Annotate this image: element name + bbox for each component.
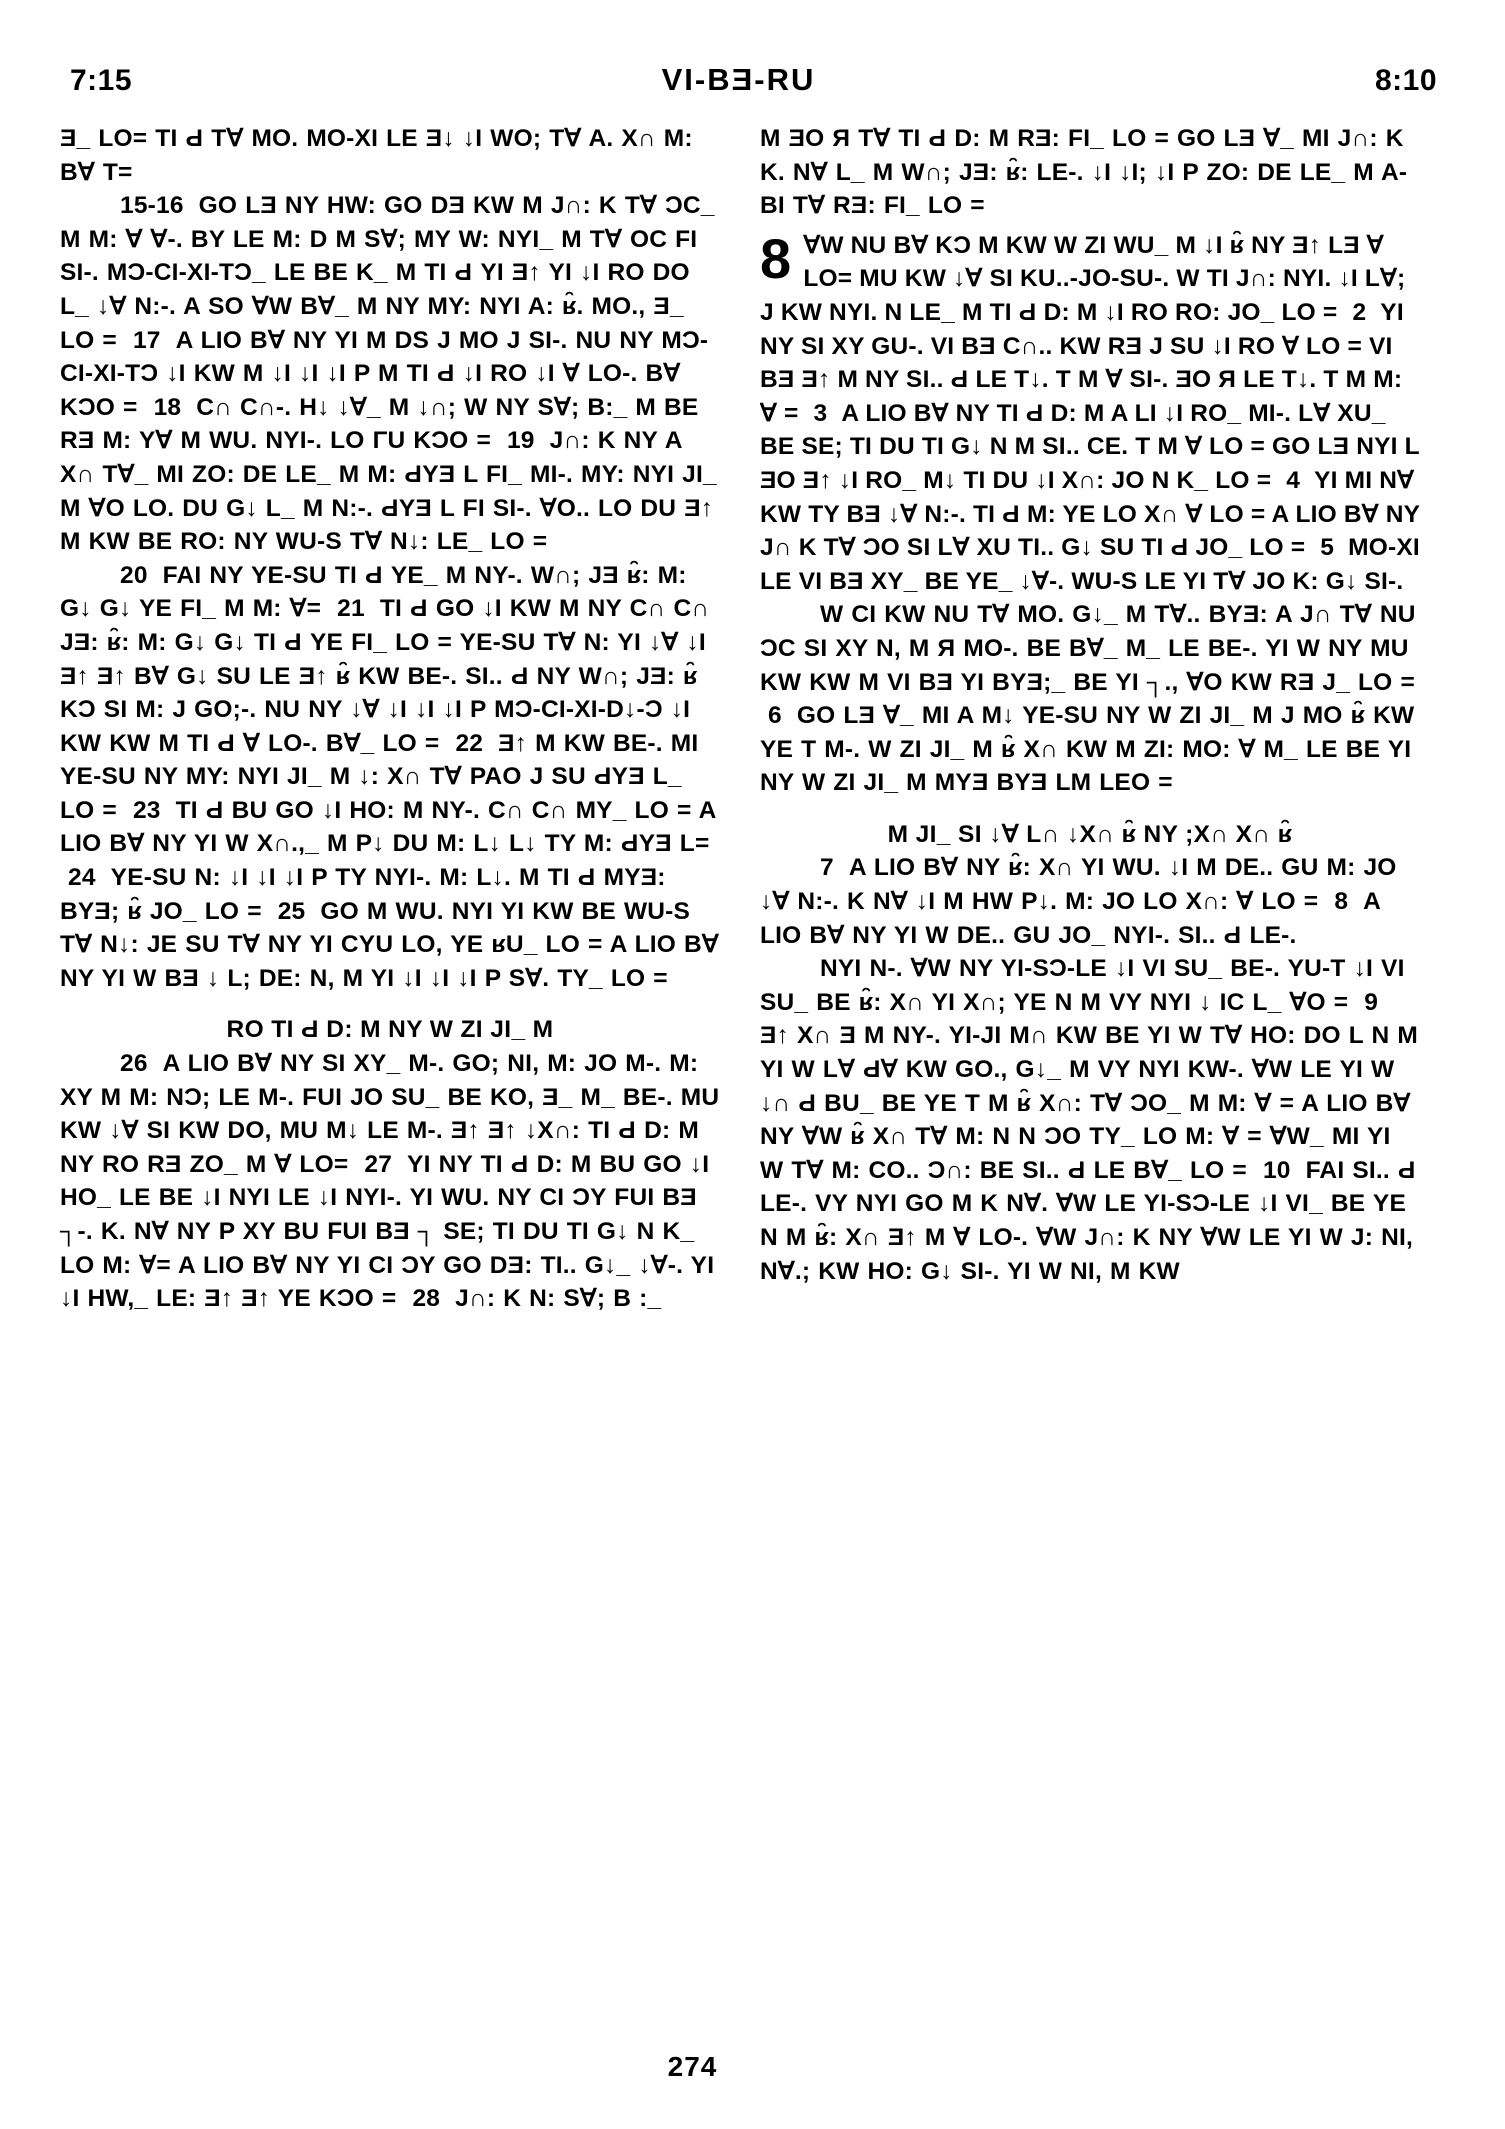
verse-number: 10 [1262, 1156, 1299, 1184]
verse-text: A LIO BⱯ NY TI Ԁ D: M A LI ↓I RO_ MI-. LⱯ XU_ BE SE; TI DU TI G↓ N M SI.. CE. T M Ɐ LO = GO LƎ NYI L ƎO Ǝ↑ ↓I RO_ M↓ TI DU ↓I X∩: JO N K_ LO = [760, 399, 1420, 494]
verse-text: GO LƎ NY HW: GO DƎ KW M J∩: K TⱯ ƆC_ M M: Ɐ Ɐ-. BY LE M: D M SⱯ; MY W: NYI_ M TⱯ OC FI SI-. MƆ-CI-XI-TƆ_ LE BE K_ M TI Ԁ YI Ǝ↑ YI ↓I RO DO L_ ↓Ɐ N:-. A SO ⱯW BⱯ_ M NY MY: NYI A: ʁ̑. MO., Ǝ_ LO = [60, 192, 715, 354]
paragraph [760, 851, 1420, 952]
verse-number: 24 [68, 864, 104, 892]
verse-text: J∩: K NY A X∩ TⱯ_ MI ZO: DE LE_ M M: ԀYƎ L FI_ MI-. MY: NYI JI_ M ⱯO LO. DU G↓ L_ M N:-. ԀYƎ L FI SI-. ⱯO.. LO DU Ǝ↑ M KW BE RO: NY WU-S TⱯ N↓: LE_ LO = [60, 427, 717, 556]
page-header [60, 62, 1445, 98]
verse-number: 17 [132, 326, 169, 354]
paragraph [60, 1047, 720, 1316]
verse-text: J∩: K N: SⱯ; B :_ [455, 1285, 662, 1313]
verse-number: 28 [412, 1285, 449, 1313]
verse-text: YI NY TI Ԁ D: M BU GO ↓I HO_ LE BE ↓I NYI LE ↓I NYI-. YI WU. NY CI ƆY FUI BƎ ┐-. K. NⱯ NY P XY BU FUI BƎ ┐ SE; TI DU TI G↓ N K_ LO M: Ɐ= A LIO BⱯ NY YI CI ƆY GO DƎ: TI.. G↓_ ↓Ɐ-. YI ↓I HW,_ LE: Ǝ↑ Ǝ↑ YE KƆO = [60, 1150, 715, 1313]
verse-text: Ǝ↑ X∩ Ǝ M NY-. YI-JI M∩ KW BE YI W TⱯ HO: DO L N M YI W LⱯ ԀⱯ KW GO., G↓_ M VY NYI KW-. ⱯW LE YI W ↓∩ Ԁ BU_ BE YE T M ʁ̑ X∩: TⱯ ƆO_ M M: Ɐ = A LIO BⱯ NY ⱯW ʁ̑ X∩ TⱯ M: N N ƆO TY_ LO M: Ɐ = ⱯW_ MI YI W TⱯ M: CO.. Ɔ∩: BE SI.. Ԁ LE BⱯ_ LO = [760, 1022, 1419, 1184]
verse-number: 4 [1286, 466, 1308, 494]
verse-text: NYI N-. ⱯW NY YI-SƆ-LE ↓I VI SU_ BE-. YU-T ↓I VI SU_ BE ʁ̑: X∩ YI X∩; YE N M VY NYI ↓ IC L_ ⱯO = [760, 955, 1405, 1016]
text-columns [60, 122, 1445, 1316]
verse-number: 2 [1352, 298, 1374, 326]
paragraph [760, 952, 1420, 1288]
verse-number: 3 [813, 399, 835, 427]
verse-number: 15-16 [120, 192, 192, 220]
verse-number: 21 [337, 595, 373, 623]
verse-text: M ƎO Я TⱯ TI Ԁ D: M RƎ: FI_ LO = GO LƎ Ɐ_ MI J∩: K K. NⱯ L_ M W∩; JƎ: ʁ̑: LE-. ↓I ↓I; ↓I P ZO: DE LE_ M A-BI TⱯ RƎ: FI_ LO = [760, 125, 1408, 220]
verse-text: A LIO BⱯ NY SI XY_ M-. GO; NI, M: JO M-. M: XY M M: NƆ; LE M-. FUI JO SU_ BE KO, Ǝ_ M_ BE-. MU KW ↓Ɐ SI KW DO, MU M↓ LE M-. Ǝ↑ Ǝ↑ ↓X∩: TI Ԁ D: M NY RO RƎ ZO_ M Ɐ LO= [60, 1050, 720, 1178]
verse-text: ⱯW NU BⱯ KƆ M KW W ZI WU_ M ↓I ʁ̑ NY Ǝ↑ LƎ Ɐ LO= MU KW ↓Ɐ SI KU..-JO-SU-. W TI J∩: NYI. ↓I LⱯ; J KW NYI. N LE_ M TI Ԁ D: M ↓I RO RO: JO_ LO = [760, 231, 1406, 326]
verse-text: FAI NY YE-SU TI Ԁ YE_ M NY-. W∩; JƎ ʁ̑: M: G↓ G↓ YE FI_ M M: Ɐ= [60, 561, 687, 623]
right-column [760, 122, 1420, 1288]
verse-text: A LIO BⱯ NY YI W X∩.,_ M P↓ DU M: L↓ L↓ TY M: ԀYƎ L= [60, 796, 716, 858]
verse-number: 5 [1320, 534, 1342, 562]
page-title: VI-BƎ-RU [661, 62, 816, 97]
verse-number: 22 [455, 729, 492, 757]
verse-number: 23 [132, 796, 169, 824]
left-column [60, 122, 720, 1316]
verse-text: Ǝ_ LO= TI Ԁ TⱯ MO. MO-XI LE Ǝ↓ ↓I WO; TⱯ A. X∩ M: BⱯ T= [60, 125, 693, 186]
verse-text: GO M WU. NYI YI KW BE WU-S TⱯ N↓: JE SU TⱯ NY YI CYU LO, YE ʁU_ LO = A LIO BⱯ NY YI W BƎ ↓ L; DE: N, M YI ↓I ↓I ↓I P SⱯ. TY_ LO = [60, 897, 719, 992]
verse-number: 25 [277, 897, 314, 925]
verse-text: TI Ԁ GO ↓I KW M NY C∩ C∩ JƎ: ʁ̑: M: G↓ G↓ TI Ԁ YE FI_ LO = YE-SU TⱯ N: YI ↓Ɐ ↓I Ǝ↑ Ǝ↑ BⱯ G↓ SU LE Ǝ↑ ʁ̑ KW BE-. SI.. Ԁ NY W∩; JƎ: ʁ̑ KƆ SI M: J GO;-. NU NY ↓Ɐ ↓I ↓I ↓I P MƆ-CI-XI-D↓-Ɔ ↓I KW KW M TI Ԁ Ɐ LO-. BⱯ_ LO = [60, 595, 710, 757]
header-left-reference: 7:15 [70, 64, 133, 97]
paragraph [760, 598, 1420, 800]
verse-number: 26 [120, 1050, 156, 1078]
verse-number: 18 [153, 393, 190, 421]
chapter-number: 8 [760, 228, 792, 290]
page-number: 274 [667, 2051, 718, 2082]
verse-text: GO LƎ Ɐ_ MI A M↓ YE-SU NY W ZI JI_ M J MO ʁ̑ KW YE T M-. W ZI JI_ M ʁ̑ X∩ KW M ZI: MO: Ɐ M_ LE BE YI NY W ZI JI_ M MYƎ BYƎ LM LEO = [760, 702, 1415, 797]
section-subheading: RO TI Ԁ D: M NY W ZI JI_ M [226, 1016, 554, 1044]
paragraph [60, 122, 720, 189]
verse-number: 19 [506, 427, 543, 455]
verse-number: 9 [1364, 988, 1379, 1016]
verse-text: FAI SI.. Ԁ LE-. VY NYI GO M K NⱯ. ⱯW LE YI-SƆ-LE ↓I VI_ BE YE N M ʁ̑: X∩ Ǝ↑ M Ɐ LO-. ⱯW J∩: K NY ⱯW LE YI W J: NI, NⱯ.; KW HO: G↓ SI-. YI W NI, M KW [760, 1156, 1416, 1285]
paragraph [60, 189, 720, 559]
header-right-reference: 8:10 [1374, 64, 1437, 97]
verse-number: 6 [768, 702, 790, 730]
verse-text: A LIO BⱯ NY YI M DS J MO J SI-. NU NY MƆ-CI-XI-TƆ ↓I KW M ↓I ↓I ↓I P M TI Ԁ ↓I RO ↓I Ɐ LO-. BⱯ KƆO = [60, 326, 709, 421]
paragraph [60, 559, 720, 996]
verse-text: YI NY SI XY GU-. VI BƎ C∩.. KW RƎ J SU ↓I RO Ɐ LO = VI BƎ Ǝ↑ M NY SI.. Ԁ LE T↓. T M Ɐ SI-. ƎO Я LE T↓. T M M: Ɐ = [760, 298, 1404, 427]
verse-text: MO-XI LE VI BƎ XY_ BE YE_ ↓Ɐ-. WU-S LE YI TⱯ JO K: G↓ SI-. [760, 534, 1420, 595]
verse-number: 8 [1334, 888, 1357, 916]
verse-number: 20 [120, 561, 156, 589]
verse-number: 7 [820, 854, 842, 882]
verse-text: W CI KW NU TⱯ MO. G↓_ M TⱯ.. BYƎ: A J∩ TⱯ NU ƆC SI XY N, M Я MO-. BE BⱯ_ M_ LE BE-. YI W NY MU KW KW M VI BƎ YI BYƎ;_ BE YI ┐., ⱯO KW RƎ J_ LO = [760, 601, 1416, 696]
verse-text: YI MI NⱯ KW TY BƎ ↓Ɐ N:-. TI Ԁ M: YE LO X∩ Ɐ LO = A LIO BⱯ NY J∩ K TⱯ ƆO SI LⱯ XU TI.. G↓ SU TI Ԁ JO_ LO = [760, 466, 1420, 562]
verse-text: Ǝ↑ M KW BE-. MI YE-SU NY MY: NYI JI_ M ↓: X∩ TⱯ PAO J SU ԀYƎ L_ LO = [60, 729, 699, 824]
verse-text: C∩ C∩-. H↓ ↓Ɐ_ M ↓∩; W NY SⱯ; B:_ M BE RƎ M: YⱯ M WU. NYI-. LO ΓU KƆO = [60, 393, 699, 455]
verse-text: TI Ԁ BU GO ↓I HO: M NY-. C∩ C∩ MY_ LO = [175, 796, 699, 824]
verse-text: A LIO BⱯ NY ʁ̑: X∩ YI WU. ↓I M DE.. GU M: JO ↓Ɐ N:-. K NⱯ ↓I M HW P↓. M: JO LO X∩: Ɐ LO = [760, 854, 1397, 916]
verse-text: A LIO BⱯ NY YI W DE.. GU JO_ NYI-. SI.. Ԁ LE-. [760, 888, 1381, 949]
chapter-block [760, 229, 1420, 599]
section-subheading: M JI_ SI ↓Ɐ L∩ ↓X∩ ʁ̑ NY ;X∩ X∩ ʁ̑ [887, 820, 1293, 848]
verse-text: YE-SU N: ↓I ↓I ↓I P TY NYI-. M: L↓. M TI Ԁ MYƎ: BYƎ; ʁ̑ JO_ LO = [60, 864, 666, 925]
paragraph [760, 122, 1420, 223]
verse-number: 27 [364, 1150, 401, 1178]
